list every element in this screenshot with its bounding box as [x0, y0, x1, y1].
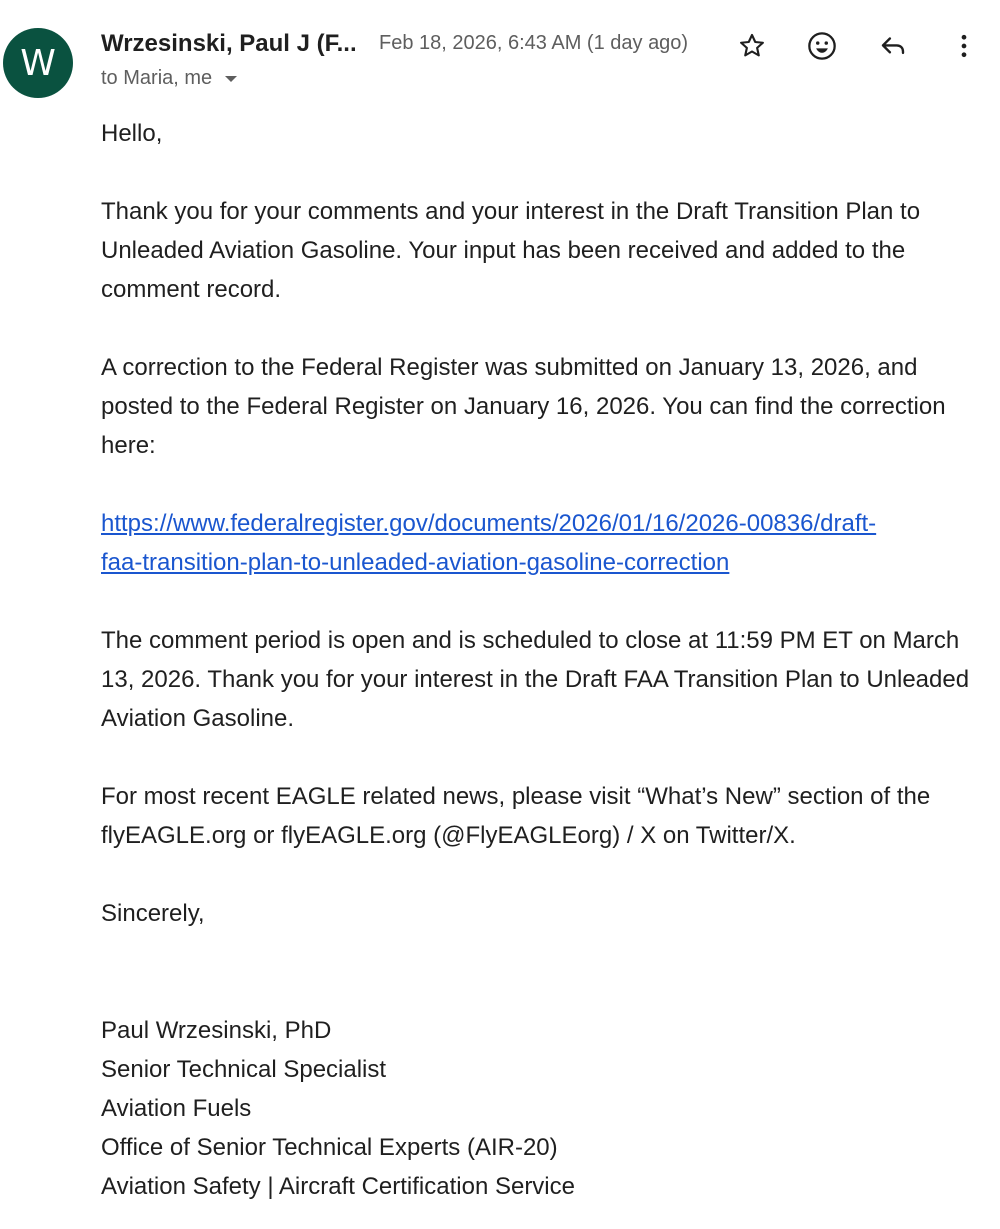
- message-date[interactable]: Feb 18, 2026, 6:43 AM (1 day ago): [379, 32, 689, 54]
- reply-icon: [878, 31, 908, 61]
- avatar-letter: W: [20, 42, 56, 84]
- show-details-button[interactable]: [220, 68, 242, 90]
- recipients-prefix: to: [101, 67, 118, 89]
- signature-name: Paul Wrzesinski, PhD: [101, 1017, 332, 1044]
- body-paragraph-2: A correction to the Federal Register was submitted on January 13, 2026, and posted to the Federal Register on January 16, 2026. You can find the correction here:: [101, 354, 946, 459]
- star-icon: [737, 31, 767, 61]
- body-paragraph-3: The comment period is open and is scheduled to close at 11:59 PM ET on March 13, 2026. Thank you for your interest in the Draft FAA Transition Plan to Unleaded Aviation Gasoline.: [101, 627, 970, 732]
- more-vert-icon: [949, 31, 979, 61]
- sender-avatar[interactable]: [3, 28, 73, 98]
- signature-title: Senior Technical Specialist: [101, 1056, 387, 1083]
- signature-division: Aviation Fuels: [101, 1095, 252, 1122]
- body-paragraph-4: For most recent EAGLE related news, please visit “What’s New” section of the flyEAGLE.org or flyEAGLE.org (@FlyEAGLEorg) / X on Twitter/X.: [101, 783, 931, 849]
- closing: Sincerely,: [101, 900, 205, 927]
- emoji-icon: [806, 30, 838, 62]
- message-header: [101, 26, 1000, 66]
- more-options-button[interactable]: [944, 26, 984, 66]
- recipients-line: [101, 67, 242, 90]
- signature-org: Aviation Safety | Aircraft Certification Service: [101, 1173, 575, 1200]
- recipients-names: Maria, me: [123, 67, 213, 89]
- caret-down-icon: [224, 74, 238, 84]
- star-button[interactable]: [732, 26, 772, 66]
- correction-link-line-2: faa-transition-plan-to-unleaded-aviation-gasoline-correction: [101, 549, 730, 576]
- add-reaction-button[interactable]: [802, 26, 842, 66]
- signature: [101, 1011, 986, 1206]
- body-paragraph-1: Thank you for your comments and your interest in the Draft Transition Plan to Unleaded Aviation Gasoline. Your input has been received and added to the comment record.: [101, 198, 921, 303]
- correction-link-paragraph: [101, 504, 986, 582]
- correction-link[interactable]: [101, 510, 876, 576]
- reply-button[interactable]: [873, 26, 913, 66]
- correction-link-line-1: https://www.federalregister.gov/documents/2026/01/16/2026-00836/draft-: [101, 510, 877, 537]
- sender-name[interactable]: Wrzesinski, Paul J (F...: [101, 30, 357, 57]
- greeting: Hello,: [101, 120, 163, 147]
- message-body: [101, 114, 986, 1206]
- signature-office: Office of Senior Technical Experts (AIR-20): [101, 1134, 558, 1161]
